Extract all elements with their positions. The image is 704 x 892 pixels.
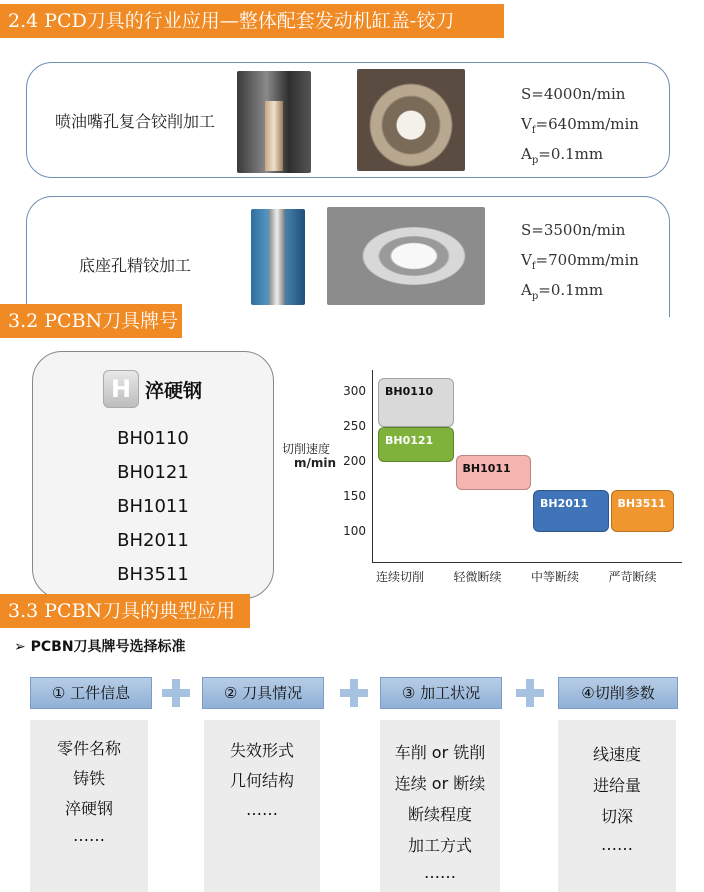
list-item: 线速度	[592, 745, 641, 764]
spindle-speed: S=4000n/min	[521, 85, 626, 103]
list-item: 铸铁	[72, 769, 105, 788]
step-tool-condition: ② 刀具情况	[202, 677, 324, 709]
cylinder-head-photo	[357, 69, 465, 171]
operation-label: 底座孔精铰加工	[79, 256, 192, 275]
y-axis-line	[372, 370, 373, 562]
cut-depth: $A_p=0.1mm$	[521, 281, 604, 302]
hardened-steel-badge-icon: H	[103, 370, 139, 408]
list-item: 零件名称	[56, 739, 121, 758]
bar-bh1011: BH1011	[456, 455, 532, 490]
grade-item: BH2011	[117, 530, 189, 551]
section-3-3-title: 3.3 PCBN刀具的典型应用	[0, 594, 250, 628]
selection-criteria-subtitle: ➢ PCBN刀具牌号选择标准	[14, 639, 186, 655]
bore-photo	[327, 207, 485, 305]
plus-icon	[516, 679, 544, 707]
plus-icon	[162, 679, 190, 707]
feed-rate: $V_f=640mm/\min$	[521, 115, 639, 136]
list-item: ……	[601, 835, 633, 854]
cutting-parameters-column	[558, 720, 676, 892]
step-machining-condition: ③ 加工状况	[380, 677, 502, 709]
cut-depth: $A_p=0.1mm$	[521, 145, 604, 166]
grade-list-box	[32, 351, 274, 599]
bar-bh2011: BH2011	[533, 490, 609, 532]
list-item: 进给量	[592, 776, 641, 795]
x-tick-label: 严苛断续	[608, 570, 657, 584]
x-tick-label: 轻微断续	[453, 570, 502, 584]
grade-item: BH0110	[117, 428, 189, 449]
y-axis-label: 切削速度	[282, 442, 331, 456]
section-3-2-title: 3.2 PCBN刀具牌号	[0, 304, 182, 338]
list-item: 失效形式	[229, 741, 294, 760]
plus-icon	[340, 679, 368, 707]
bar-bh0121: BH0121	[378, 427, 454, 462]
y-tick-label: 100	[343, 524, 366, 538]
y-tick-label: 300	[343, 384, 366, 398]
grade-speed-chart	[282, 370, 692, 590]
step-workpiece-info: ① 工件信息	[30, 677, 152, 709]
y-tick-label: 200	[343, 454, 366, 468]
grade-item: BH0121	[117, 462, 189, 483]
material-label: 淬硬钢	[145, 380, 203, 402]
x-tick-label: 连续切削	[376, 570, 425, 584]
list-item: 连续 or 断续	[394, 774, 486, 793]
list-item: ……	[424, 863, 456, 882]
list-item: ……	[246, 800, 278, 819]
y-tick-label: 150	[343, 489, 366, 503]
list-item: 断续程度	[407, 805, 472, 824]
feed-rate: $V_f=700mm/\min$	[521, 251, 639, 272]
reamer-tool-photo	[251, 209, 305, 305]
machining-condition-column	[380, 720, 500, 892]
list-item: 几何结构	[229, 771, 294, 790]
step-cutting-parameters: ④切削参数	[558, 677, 678, 709]
bar-bh0110: BH0110	[378, 378, 454, 427]
bar-bh3511: BH3511	[611, 490, 675, 532]
list-item: 切深	[600, 807, 633, 826]
spindle-speed: S=3500n/min	[521, 221, 626, 239]
operation-card-2	[26, 196, 670, 317]
reamer-tool-photo	[237, 71, 311, 173]
grade-item: BH3511	[117, 564, 189, 585]
section-2-4-title: 2.4 PCD刀具的行业应用—整体配套发动机缸盖-铰刀	[0, 4, 504, 38]
workpiece-info-column	[30, 720, 148, 892]
list-item: ……	[73, 826, 105, 845]
y-tick-label: 250	[343, 419, 366, 433]
operation-label: 喷油嘴孔复合铰削加工	[55, 112, 216, 131]
y-axis-unit: m/min	[294, 456, 337, 470]
list-item: 加工方式	[407, 836, 472, 855]
operation-card-1	[26, 62, 670, 178]
arrow-bullet-icon: ➢	[14, 639, 31, 655]
list-item: 淬硬钢	[64, 799, 113, 818]
x-tick-label: 中等断续	[531, 570, 580, 584]
grade-item: BH1011	[117, 496, 189, 517]
tool-condition-column	[204, 720, 320, 892]
list-item: 车削 or 铣削	[394, 743, 486, 762]
x-axis-line	[372, 562, 682, 563]
